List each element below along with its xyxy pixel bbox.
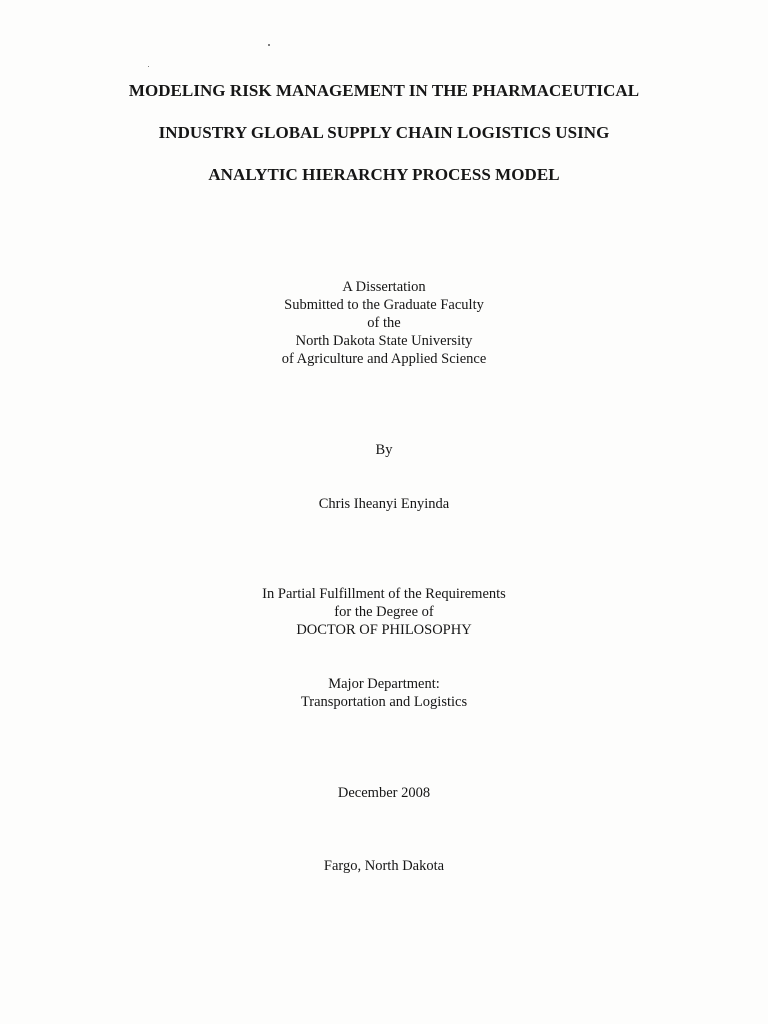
dissertation-label: A Dissertation <box>342 279 426 295</box>
department-name: Transportation and Logistics <box>300 694 468 710</box>
degree-of-line: for the Degree of <box>334 604 434 620</box>
location: Fargo, North Dakota <box>323 858 445 874</box>
of-the-line: of the <box>367 315 401 331</box>
university-name: North Dakota State University <box>295 333 473 349</box>
submission-date: December 2008 <box>337 785 431 801</box>
university-subtitle: of Agriculture and Applied Science <box>281 351 487 367</box>
by-label: By <box>375 442 393 458</box>
title-line-2: INDUSTRY GLOBAL SUPPLY CHAIN LOGISTICS USING <box>158 123 610 142</box>
department-label: Major Department: <box>328 676 440 692</box>
title-line-3: ANALYTIC HIERARCHY PROCESS MODEL <box>208 165 560 184</box>
author-name: Chris Iheanyi Enyinda <box>318 496 450 512</box>
fulfillment-line: In Partial Fulfillment of the Requirements <box>262 586 506 602</box>
title-line-1: MODELING RISK MANAGEMENT IN THE PHARMACEUTICAL <box>128 81 640 100</box>
degree-name: DOCTOR OF PHILOSOPHY <box>296 622 472 638</box>
submitted-to-line: Submitted to the Graduate Faculty <box>284 297 484 313</box>
scan-speck <box>148 66 149 67</box>
scan-speck <box>268 44 270 46</box>
